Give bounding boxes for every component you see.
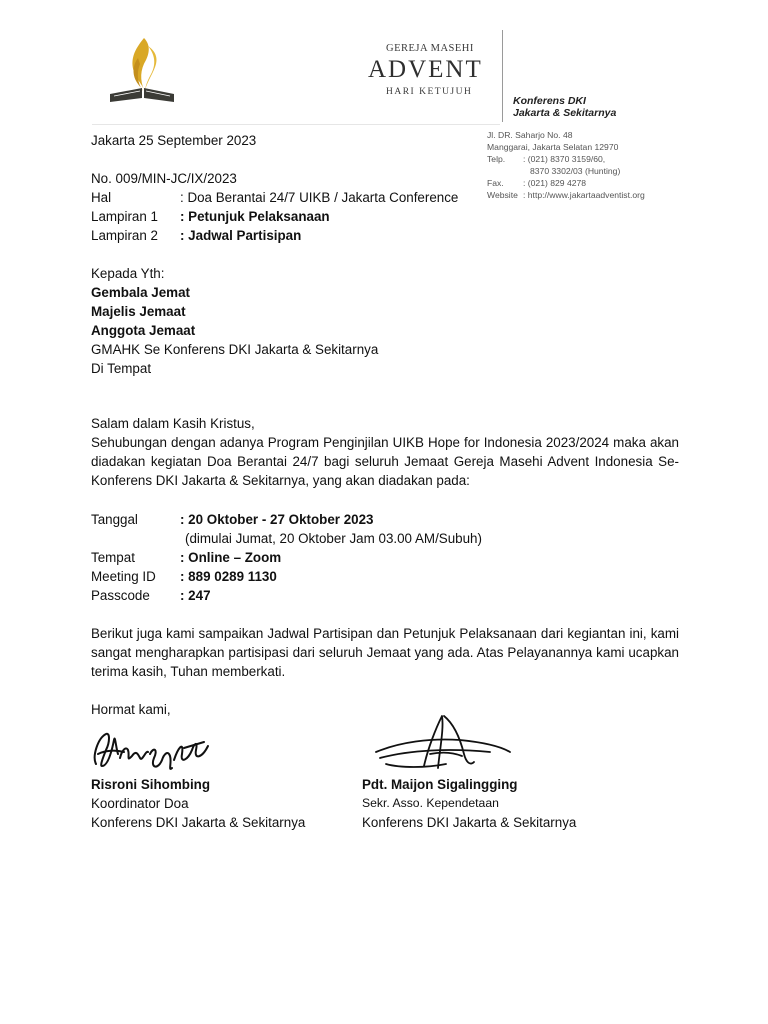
attachment1-value: : Petunjuk Pelaksanaan <box>180 209 330 224</box>
org-name-top: GEREJA MASEHI <box>386 43 474 54</box>
meeting-id-label: Meeting ID <box>91 569 156 584</box>
letter-date: Jakarta 25 September 2023 <box>91 133 257 148</box>
body-paragraph2-line2: sangat mengharapkan partisipasi dari seluruh Jemaat yang ada. Atas Pelayanannya kami ucapkan <box>91 645 679 660</box>
recipient-to: Kepada Yth: <box>91 266 165 281</box>
body-paragraph2-line1: Berikut juga kami sampaikan Jadwal Partisipan dan Petunjuk Pelaksanaan dari kegiantan ini, kami <box>91 626 679 641</box>
meeting-id-value: : 889 0289 1130 <box>180 569 277 584</box>
signatory2-org: Konferens DKI Jakarta & Sekitarnya <box>362 815 577 830</box>
org-name-sub: HARI KETUJUH <box>386 87 473 97</box>
attachment2-value: : Jadwal Partisipan <box>180 228 302 243</box>
recipient-line3: Anggota Jemaat <box>91 323 196 338</box>
recipient-line4: GMAHK Se Konferens DKI Jakarta & Sekitarnya <box>91 342 379 357</box>
website-label: Website <box>487 190 518 200</box>
recipient-line2: Majelis Jemaat <box>91 304 186 319</box>
body-paragraph1-line3: Konferens DKI Jakarta & Sekitarnya, yang akan diadakan pada: <box>91 473 470 488</box>
conference-name-line2: Jakarta & Sekitarnya <box>513 107 617 119</box>
signatory1-org: Konferens DKI Jakarta & Sekitarnya <box>91 815 306 830</box>
letter-number: No. 009/MIN-JC/IX/2023 <box>91 171 237 186</box>
phone-label: Telp. <box>487 154 506 164</box>
recipient-line1: Gembala Jemat <box>91 285 190 300</box>
body-paragraph2-line3: terima kasih, Tuhan memberkati. <box>91 664 286 679</box>
event-date-note: (dimulai Jumat, 20 Oktober Jam 03.00 AM/Subuh) <box>185 531 482 546</box>
event-place-value: : Online – Zoom <box>180 550 282 565</box>
conference-name-line1: Konferens DKI <box>513 95 586 107</box>
closing-salutation: Hormat kami, <box>91 702 171 717</box>
org-name-main: ADVENT <box>368 56 483 83</box>
signatory2-name: Pdt. Maijon Sigalingging <box>362 777 518 792</box>
fax-label: Fax. <box>487 178 504 188</box>
website-value: : http://www.jakartaadventist.org <box>523 190 645 200</box>
greeting: Salam dalam Kasih Kristus, <box>91 416 255 431</box>
fax-value: : (021) 829 4278 <box>523 178 587 188</box>
subject-label: Hal <box>91 190 112 205</box>
passcode-value: : 247 <box>180 588 211 603</box>
address-line1: Jl. DR. Saharjo No. 48 <box>487 130 573 140</box>
phone-value-2: 8370 3302/03 (Hunting) <box>530 166 621 176</box>
event-date-label: Tanggal <box>91 512 138 527</box>
attachment2-label: Lampiran 2 <box>91 228 158 243</box>
event-place-label: Tempat <box>91 550 135 565</box>
passcode-label: Passcode <box>91 588 150 603</box>
attachment1-label: Lampiran 1 <box>91 209 158 224</box>
signatory2-title: Sekr. Asso. Kependetaan <box>362 796 499 810</box>
subject-value: : Doa Berantai 24/7 UIKB / Jakarta Conference <box>180 190 459 205</box>
phone-value: : (021) 8370 3159/60, <box>523 154 606 164</box>
letterhead-divider <box>502 30 503 122</box>
letterhead-rule <box>92 124 500 125</box>
event-date-value: : 20 Oktober - 27 Oktober 2023 <box>180 512 374 527</box>
body-paragraph1-line2: diadakan kegiatan Doa Berantai 24/7 bagi seluruh Jemaat Gereja Masehi Advent Indonesia Se- <box>91 454 679 469</box>
church-logo-icon <box>104 36 180 106</box>
signatory1-name: Risroni Sihombing <box>91 777 211 792</box>
body-paragraph1-line1: Sehubungan dengan adanya Program Penginjilan UIKB Hope for Indonesia 2023/2024 maka akan <box>91 435 679 450</box>
address-line2: Manggarai, Jakarta Selatan 12970 <box>487 142 619 152</box>
signature-2-icon <box>370 708 520 778</box>
signatory1-title: Koordinator Doa <box>91 796 189 811</box>
signature-1-icon <box>88 720 218 776</box>
recipient-line5: Di Tempat <box>91 361 152 376</box>
